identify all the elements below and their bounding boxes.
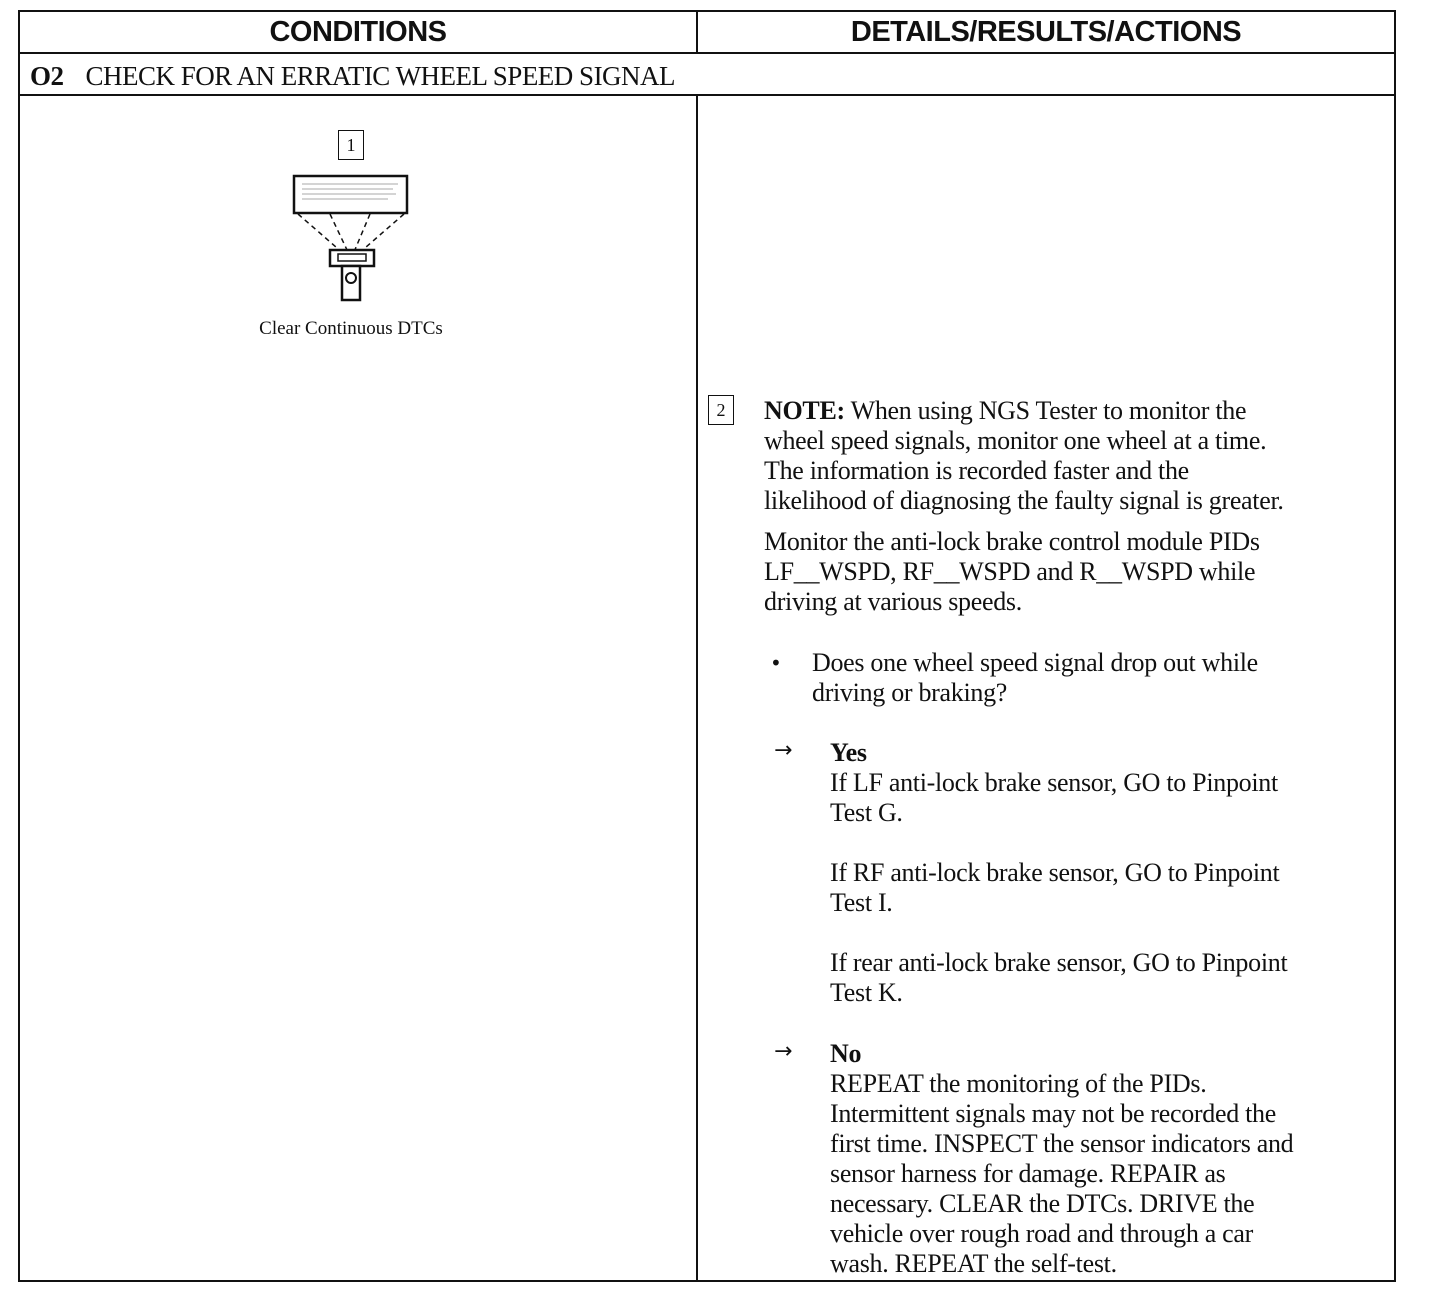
- header-divider: [20, 52, 1394, 54]
- monitor-line: Monitor the anti-lock brake control module PIDs: [764, 527, 1260, 556]
- question-line: driving or braking?: [812, 678, 1008, 707]
- no-line: necessary. CLEAR the DTCs. DRIVE the: [830, 1189, 1255, 1218]
- note-line: likelihood of diagnosing the faulty signal is greater.: [764, 486, 1284, 515]
- yes-line: If RF anti-lock brake sensor, GO to Pinpoint: [830, 858, 1280, 887]
- details-header: DETAILS/RESULTS/ACTIONS: [850, 16, 1242, 48]
- step-marker-1: 1: [338, 130, 364, 160]
- question-line: Does one wheel speed signal drop out while: [812, 648, 1258, 677]
- note-label: NOTE:: [764, 396, 845, 425]
- step-title: CHECK FOR AN ERRATIC WHEEL SPEED SIGNAL: [85, 61, 676, 91]
- arrow-right-icon: →: [774, 738, 793, 763]
- bullet-icon: •: [770, 651, 782, 675]
- yes-block: [830, 738, 1380, 1008]
- step-title-row: [30, 56, 675, 96]
- no-label: No: [830, 1039, 862, 1068]
- no-line: wash. REPEAT the self-test.: [830, 1249, 1117, 1278]
- monitor-line: LF__WSPD, RF__WSPD and R__WSPD while: [764, 557, 1256, 586]
- no-line: first time. INSPECT the sensor indicators and: [830, 1129, 1294, 1158]
- conditions-header: CONDITIONS: [269, 16, 447, 48]
- yes-line: Test K.: [830, 978, 903, 1007]
- note-line: wheel speed signals, monitor one wheel at a time.: [764, 426, 1267, 455]
- yes-line: If rear anti-lock brake sensor, GO to Pinpoint: [830, 948, 1288, 977]
- question-block: [812, 648, 1382, 708]
- note-block: [764, 396, 1384, 516]
- no-block: [830, 1039, 1385, 1279]
- monitor-line: driving at various speeds.: [764, 587, 1022, 616]
- monitor-instructions: [764, 527, 1384, 617]
- no-line: vehicle over rough road and through a car: [830, 1219, 1254, 1248]
- step-marker-2: 2: [708, 395, 734, 425]
- note-line: The information is recorded faster and the: [764, 456, 1189, 485]
- note-line: When using NGS Tester to monitor the: [850, 396, 1247, 425]
- no-line: sensor harness for damage. REPAIR as: [830, 1159, 1226, 1188]
- yes-line: Test G.: [830, 798, 903, 827]
- yes-line: If LF anti-lock brake sensor, GO to Pinpoint: [830, 768, 1278, 797]
- body-column-divider: [696, 94, 698, 1280]
- illustration-caption: Clear Continuous DTCs: [259, 318, 443, 339]
- step-number: O2: [30, 61, 64, 91]
- yes-line: Test I.: [830, 888, 893, 917]
- no-line: Intermittent signals may not be recorded the: [830, 1099, 1276, 1128]
- arrow-right-icon: →: [774, 1039, 793, 1064]
- ngs-tester-icon: [288, 170, 418, 306]
- yes-label: Yes: [830, 738, 867, 767]
- no-line: REPEAT the monitoring of the PIDs.: [830, 1069, 1207, 1098]
